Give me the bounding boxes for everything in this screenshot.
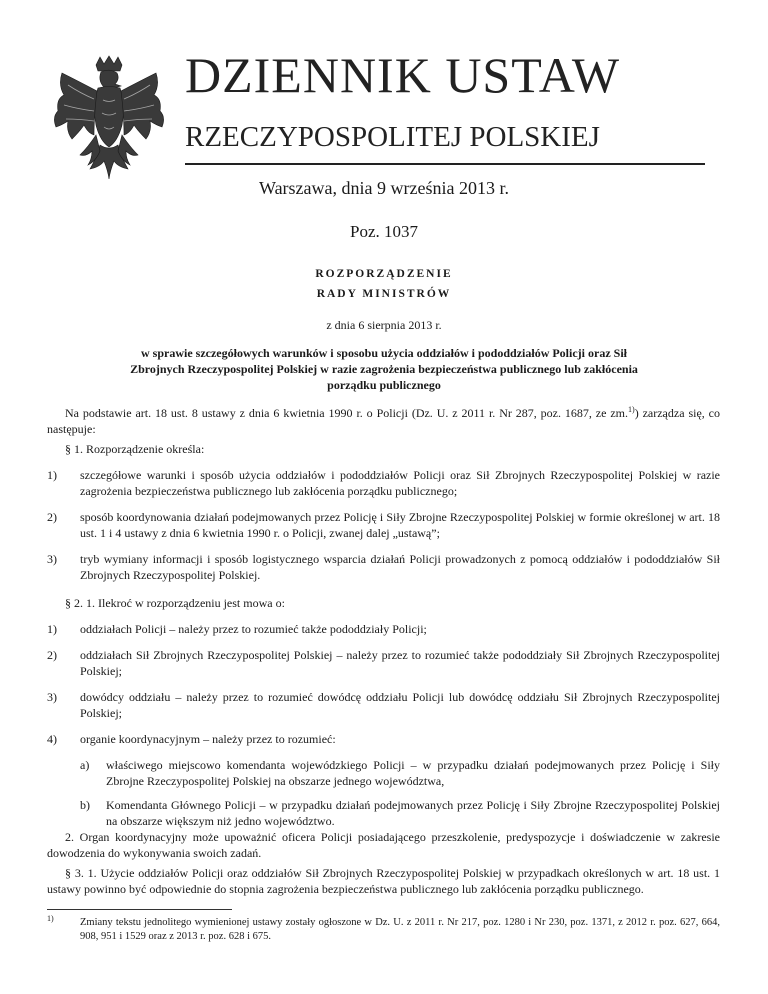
section-2-paragraph-2: 2. Organ koordynacyjny może upoważnić oficera Policji posiadającego przeszkolenie, predyspozycje i doświadczenie w zakresie dowodzenia do wykonywania swoich zadań. bbox=[47, 830, 720, 860]
list-item: dowódcy oddziału – należy przez to rozumieć dowódcę oddziału Policji lub dowódcę oddziału Sił Zbrojnych Rzeczypospolitej Polskiej; bbox=[80, 690, 720, 720]
sub-item: Komendanta Głównego Policji – w przypadku działań podejmowanych przez Policję i Siły Zbrojne Rzeczypospolitej Polskiej na obszarze większym niż jedno województwo. bbox=[106, 798, 720, 828]
footnote-divider bbox=[47, 909, 232, 910]
list-item: organie koordynacyjnym – należy przez to rozumieć: bbox=[80, 732, 336, 746]
list-item-number: 1) bbox=[47, 468, 57, 482]
list-item-number: 2) bbox=[47, 648, 57, 662]
preamble-end: ) zarządza się, co następuje: bbox=[47, 406, 720, 436]
polish-eagle-emblem-icon bbox=[48, 55, 170, 191]
list-item: oddziałach Sił Zbrojnych Rzeczypospolitej Polskiej – należy przez to rozumieć także pododdziały Sił Zbrojnych Rzeczypospolitej Polskiej; bbox=[80, 648, 720, 678]
list-item-number: 3) bbox=[47, 690, 57, 704]
act-subject: w sprawie szczegółowych warunków i sposobu użycia oddziałów i pododdziałów Policji oraz Sił Zbrojnych Rzeczypospolitej Polskiej w razie zagrożenia bezpieczeństwa publicznego lub zakłócenia porządku publicznego bbox=[130, 346, 638, 392]
gazette-title: DZIENNIK USTAW bbox=[185, 47, 621, 103]
footnote-reference[interactable]: 1) bbox=[628, 405, 635, 414]
sub-item-letter: b) bbox=[80, 798, 90, 812]
preamble-paragraph bbox=[47, 405, 720, 437]
sub-item: właściwego miejscowo komendanta wojewódzkiego Policji – w przypadku działań podejmowanych przez Policję i Siły Zbrojne Rzeczypospolitej Polskiej na obszarze jednego województwa, bbox=[106, 758, 720, 788]
list-item: szczegółowe warunki i sposób użycia oddziałów i pododdziałów Policji oraz Sił Zbrojnych Rzeczypospolitej Polskiej w razie zagrożenia bezpieczeństwa publicznego lub zakłócenia porządku publicznego; bbox=[80, 468, 720, 498]
footnote-mark: 1) bbox=[47, 914, 54, 923]
gazette-subtitle: RZECZYPOSPOLITEJ POLSKIEJ bbox=[185, 121, 600, 153]
list-item-number: 1) bbox=[47, 622, 57, 636]
masthead-divider bbox=[185, 163, 705, 165]
sub-item-letter: a) bbox=[80, 758, 90, 772]
list-item: oddziałach Policji – należy przez to rozumieć także pododdziały Policji; bbox=[80, 622, 427, 636]
preamble-text: Na podstawie art. 18 ust. 8 ustawy z dnia 6 kwietnia 1990 r. o Policji (Dz. U. z 2011 r. Nr 287, poz. 1687, ze zm. bbox=[65, 406, 629, 420]
act-date: z dnia 6 sierpnia 2013 r. bbox=[326, 318, 442, 332]
list-item-number: 4) bbox=[47, 732, 57, 746]
list-item-number: 3) bbox=[47, 552, 57, 566]
list-item: tryb wymiany informacji i sposób logistycznego wsparcia działań Policji prowadzonych z pomocą oddziałów i pododdziałów Sił Zbrojnych Rzeczypospolitej Polskiej. bbox=[80, 552, 720, 582]
act-type: ROZPORZĄDZENIE bbox=[315, 268, 453, 280]
list-item: sposób koordynowania działań podejmowanych przez Policję i Siły Zbrojne Rzeczypospolitej Polskiej w formie określonej w art. 18 ust. 1 i 4 ustawy z dnia 6 kwietnia 1990 r. o Policji, zwanej dalej „ustawą”; bbox=[80, 510, 720, 540]
list-item-number: 2) bbox=[47, 510, 57, 524]
act-issuing-body: RADY MINISTRÓW bbox=[316, 288, 452, 300]
section-1-intro: § 1. Rozporządzenie określa: bbox=[65, 442, 205, 456]
position-number: Poz. 1037 bbox=[350, 222, 418, 241]
section-2-intro: § 2. 1. Ilekroć w rozporządzeniu jest mowa o: bbox=[65, 596, 285, 610]
publication-dateline: Warszawa, dnia 9 września 2013 r. bbox=[259, 178, 509, 198]
footnote-text: Zmiany tekstu jednolitego wymienionej ustawy zostały ogłoszone w Dz. U. z 2011 r. Nr 217, poz. 1280 i Nr 230, poz. 1371, z 2012 r. poz. 627, 664, 908, 951 i 1529 oraz z 2013 r. poz. 628 i 675. bbox=[80, 917, 720, 942]
section-3-paragraph-1: § 3. 1. Użycie oddziałów Policji oraz oddziałów Sił Zbrojnych Rzeczypospolitej Polskiej w przypadkach określonych w art. 18 ust. 1 ustawy powinno być odpowiednie do stopnia zagrożenia bezpieczeństwa publicznego lub zakłócenia porządku publicznego. bbox=[47, 866, 720, 896]
